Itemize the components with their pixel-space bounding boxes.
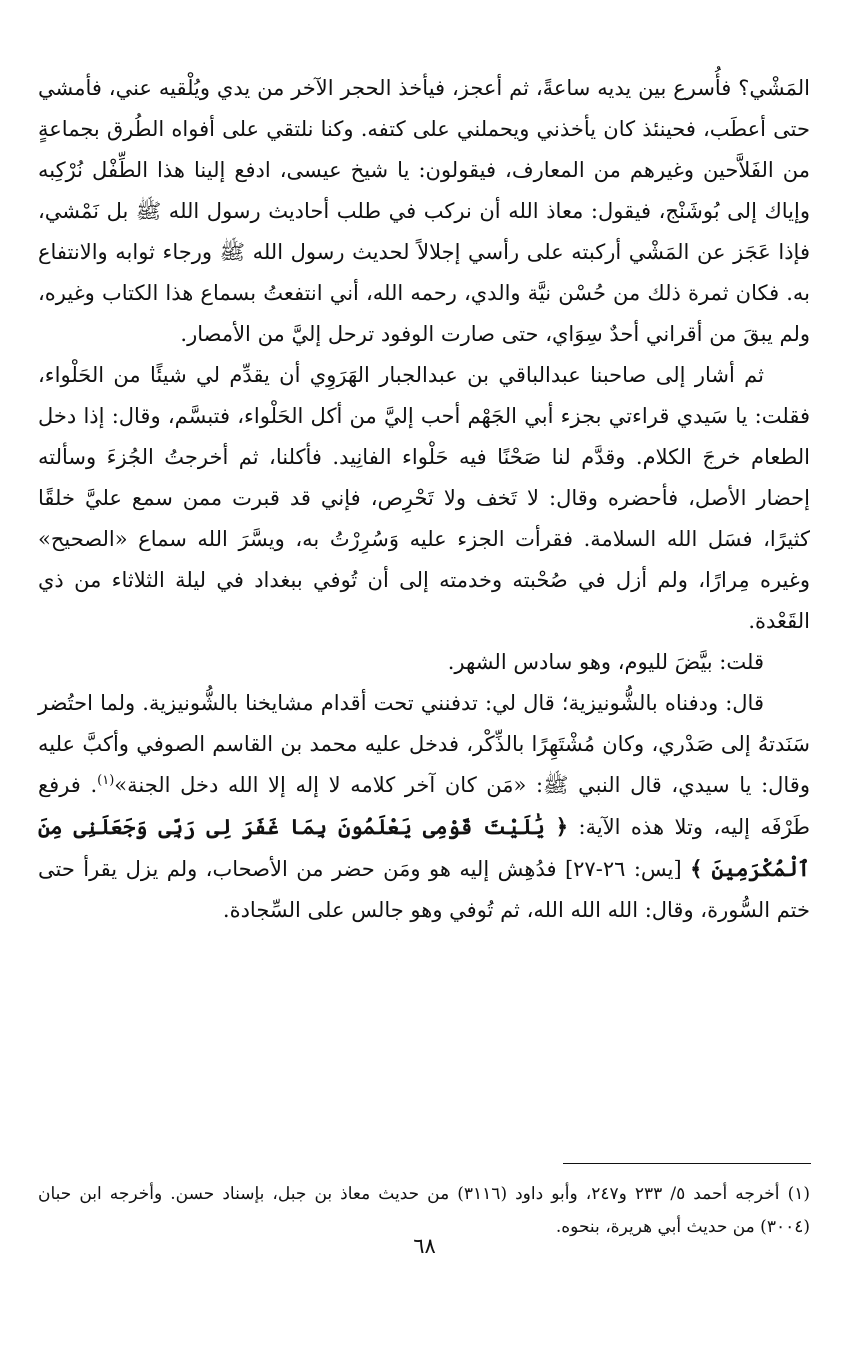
paragraph-1: المَشْي؟ فأُسرع بين يديه ساعةً، ثم أعجز، فيأخذ الحجر الآخر من يدي ويُلْقيه عني، فأمشي حتى أعطَب، فحينئذ كان يأخذني ويحملني على كتفه. وكنا نلتقي على أفواه الطُرق بجماعةٍ من الفَلاَّحين وغيرهم من المعارف، فيقولون: يا شيخ عيسى، ادفع إلينا هذا الطِّفْل نُرْكِبه وإياك إلى بُوشَنْج، فيقول: معاذ الله أن نركب في طلب أحاديث رسول الله ﷺ بل نَمْشي، فإذا عَجَز عن المَشْي أركبته على رأسي إجلالاً لحديث رسول الله ﷺ ورجاء ثوابه والانتفاع به. فكان ثمرة ذلك من حُسْن نيَّة والدي، رحمه الله، أني انتفعتُ بسماع هذا الكتاب وغيره، ولم يبقَ من أقراني أحدٌ سِوَاي، حتى صارت الوفود ترحل إليَّ من الأمصار.: [38, 76, 810, 346]
paragraph-2: ثم أشار إلى صاحبنا عبدالباقي بن عبدالجبار الهَرَوِي أن يقدِّم لي شيئًا من الحَلْواء، فقلت: يا سَيدي قراءتي بجزء أبي الجَهْم أحب إليَّ من أكل الحَلْواء، فتبسَّم، وقال: إذا دخل الطعام خرجَ الكلام. وقدَّم لنا صَحْنًا فيه حَلْواء الفانِيد. فأكلنا، ثم أخرجتُ الجُزءَ وسألته إحضار الأصل، فأحضره وقال: لا تَخف ولا تَحْرِص، فإني قد قبرت ممن سمع عليَّ خلقًا كثيرًا، فسَل الله السلامة. فقرأت الجزء عليه وَسُرِرْتُ به، ويسَّرَ الله سماع «الصحيح» وغيره مِرارًا، ولم أزل في صُحْبته وخدمته إلى أن تُوفي ببغداد في ليلة الثلاثاء من ذي القَعْدة.: [38, 363, 810, 633]
footnote-text: أخرجه أحمد ٥/ ٢٣٣ و٢٤٧، وأبو داود (٣١١٦) من حديث معاذ بن جبل، بإسناد حسن. وأخرجه ابن حبان (٣٠٠٤) من حديث أبي هريرة، بنحوه.: [38, 1184, 810, 1237]
footnote-number: (١): [787, 1184, 810, 1204]
paragraph-4: [38, 683, 810, 931]
footnote-separator: [563, 1163, 811, 1164]
quran-verse: ﴿ يَٰلَيْتَ قَوْمِى يَعْلَمُونَ بِمَا غَفَرَ لِى رَبِّى وَجَعَلَنِى مِنَ ٱلْمُكْرَمِينَ ﴾: [38, 814, 810, 881]
main-text: [38, 68, 810, 931]
paragraph-4-text-3: [يس: ٢٦-٢٧] فدُهِش إليه هو ومَن حضر من الأصحاب، ولم يزل يقرأ حتى ختم السُّورة، وقال: الله الله الله، ثم تُوفي وهو جالس على السِّجادة.: [38, 857, 810, 922]
paragraph-4-text-2: . فرفع طَرْفَه إليه، وتلا هذه الآية:: [38, 773, 810, 839]
paragraph-4-text-1: قال: ودفناه بالشُّونيزية؛ قال لي: تدفنني تحت أقدام مشايخنا بالشُّونيزية. ولما احتُضر سَنَدتهُ إلى صَدْري، وكان مُشْتَهِرًا بالذِّكْر، فدخل عليه محمد بن القاسم الصوفي وأكبَّ عليه وقال: يا سيدي، قال النبي ﷺ: «مَن كان آخر كلامه لا إله إلا الله دخل الجنة»: [38, 691, 810, 797]
paragraph-3: قلت: بيَّضَ لليوم، وهو سادس الشهر.: [447, 650, 764, 674]
page-number: ٦٨: [413, 1234, 436, 1258]
footnote-reference: (١): [97, 773, 115, 788]
